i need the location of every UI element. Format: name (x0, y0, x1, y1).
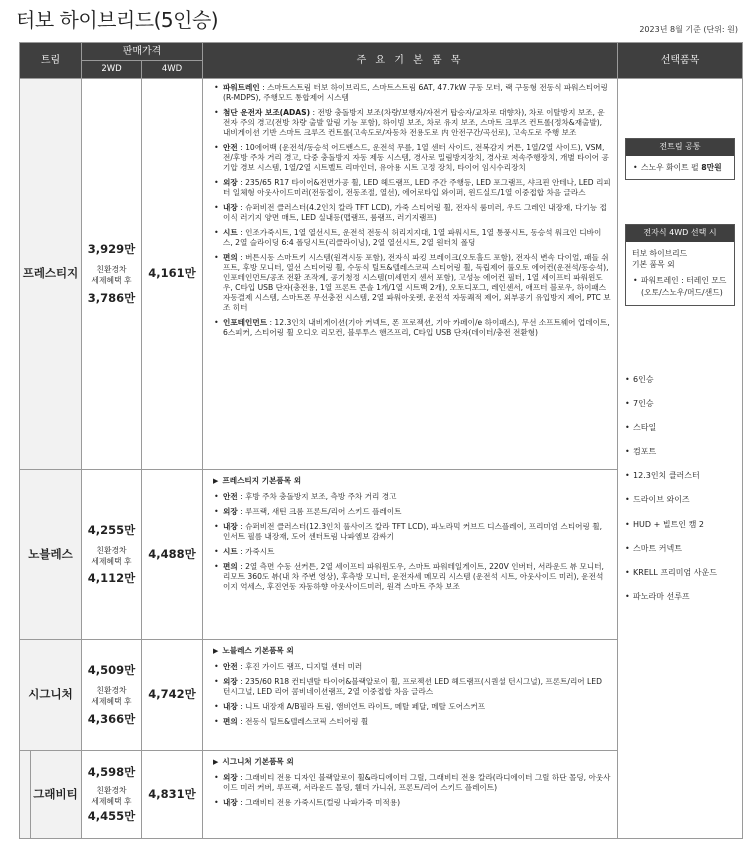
feature-text: : 인조가죽시트, 1열 열선시트, 운전석 전동식 허리지지대, 1열 파워시트, 1열 통풍시트, 동승석 워크인 디바이스, 2열 슬라이딩 6:4 폴딩시트(리클라이닝), 2열 열선시트, 2열 원터치 폴딩 (223, 228, 602, 248)
feature-item (213, 228, 611, 248)
feature-category: 내장 (223, 702, 238, 712)
feature-text: : 전동식 틸트&텔레스코픽 스티어링 휠 (237, 717, 369, 727)
trim-name: 노블레스 (20, 470, 82, 640)
trim-name: 프레스티지 (20, 79, 82, 470)
feature-item (213, 773, 611, 793)
feature-item (213, 507, 611, 517)
feature-item (213, 253, 611, 313)
feature-item (213, 702, 611, 712)
feature-item (213, 318, 611, 338)
feature-category: 외장 (223, 178, 238, 188)
feature-category: 시트 (223, 547, 238, 557)
price-2wd-after-tax: 4,366만 (87, 711, 136, 726)
price-4wd-cell (142, 79, 203, 470)
feature-category: 안전 (223, 143, 238, 153)
feature-item (213, 798, 611, 808)
feature-category: 안전 (223, 492, 238, 502)
feature-category: 편의 (223, 253, 238, 263)
feature-item (213, 143, 611, 173)
options-column (618, 79, 743, 839)
price-table (19, 42, 743, 839)
eco-note-line1: 친환경차 (96, 545, 127, 555)
option-box-common-title: 전트림 공통 (626, 139, 734, 156)
eco-note-line2: 세제혜택 후 (91, 697, 132, 706)
price-2wd-cell (82, 751, 142, 839)
option-item: • 스타일 (624, 423, 742, 447)
feature-text: : 후진 가이드 램프, 디지털 센터 미러 (237, 662, 363, 672)
feature-text: : 슈퍼비전 클러스터(12.3인치 풀사이즈 칼라 TFT LCD), 파노라믹 커브드 디스플레이, 프리미엄 스티어링 휠, 인서트 필름 내장재, 도어 센터트림 나파엠보 감싸기 (223, 522, 603, 542)
trim-name-text: 그래비티 (33, 786, 78, 801)
eco-note-line1: 친환경차 (96, 265, 127, 275)
feature-category: 시트 (223, 228, 238, 238)
option-4wd-line1: 터보 하이브리드 (632, 248, 688, 258)
feature-item (213, 717, 611, 727)
feature-text: : 그래비티 전용 디자인 블랙알로이 휠&라디에이터 그릴, 그래비티 전용 칼라(라디에이터 그릴 하단 몰딩, 아웃사이드 미러 커버, 루프랙, 서라운드 몰딩, 휀더 가니쉬, 프론트/리어 스키드 플레이트) (223, 773, 611, 793)
features-cell (203, 640, 618, 751)
feature-list (213, 773, 611, 808)
eco-note (82, 786, 141, 807)
feature-item (213, 662, 611, 672)
feature-category: 첨단 운전자 보조(ADAS) (223, 108, 311, 118)
feature-list (213, 662, 611, 727)
price-4wd-cell (142, 470, 203, 640)
price-2wd-after-tax: 4,455만 (87, 809, 136, 824)
price-2wd: 3,929만 (87, 242, 136, 257)
feature-item (213, 562, 611, 592)
feature-item (213, 108, 611, 138)
option-box-4wd-title: 전자식 4WD 선택 시 (626, 225, 734, 242)
price-2wd: 4,509만 (87, 663, 136, 678)
price-2wd-after-tax: 4,112만 (87, 571, 136, 586)
price-2wd-cell (82, 640, 142, 751)
feature-text: : 니트 내장재 A/B필라 트림, 앰비언트 라이트, 메탈 페달, 메탈 도어스커프 (237, 702, 486, 712)
price-4wd-cell (142, 640, 203, 751)
price-4wd: 4,831만 (148, 786, 196, 801)
feature-category: 외장 (223, 507, 238, 517)
feature-item (213, 203, 611, 223)
eco-note-line2: 세제혜택 후 (91, 556, 132, 566)
eco-note-line1: 친환경차 (96, 686, 127, 696)
header-options: 선택품목 (618, 43, 743, 79)
feature-category: 내장 (223, 203, 238, 213)
header-main-features: 주 요 기 본 품 목 (203, 43, 618, 79)
eco-note-line2: 세제혜택 후 (91, 276, 132, 285)
price-4wd: 4,488만 (148, 546, 196, 561)
feature-text: : 가죽시트 (237, 547, 275, 557)
header-2wd: 2WD (82, 61, 142, 79)
feature-category: 파워트레인 (223, 83, 260, 92)
feature-item (213, 522, 611, 542)
feature-category: 내장 (223, 522, 238, 532)
feature-category: 편의 (223, 717, 238, 727)
price-2wd: 4,255만 (87, 522, 136, 537)
feature-text: : 전방 충돌방지 보조(차량/보행자/자전거 탑승자/교차로 대향차), 차로 이탈방지 보조, 운전자 주의 경고(전방 차량 출발 알림 기능 포함), 하이빔 보조, 차로 유지 보조, 스마트 크루즈 컨트롤(정차&재출발), 내비게이션 기반 스마트 크루즈 컨트롤(고속도로/자동차 전용도로 内 안전구간/곡선로), 고속도로 주행 보조 (223, 108, 605, 138)
option-item: • 컴포트 (624, 447, 742, 471)
eco-note (82, 265, 141, 286)
trim-name: 시그니처 (20, 640, 82, 751)
feature-item (213, 547, 611, 557)
feature-text: : 그래비티 전용 가죽시트(컬링 나파가죽 미적용) (237, 798, 401, 808)
eco-note (82, 686, 141, 707)
price-2wd: 4,598만 (87, 764, 136, 779)
option-item: • 스마트 커넥트 (624, 544, 742, 568)
feature-list (213, 83, 611, 338)
base-features-line: ▶ 프레스티지 기본품목 외 (213, 476, 611, 486)
option-item: • 6인승 (624, 375, 742, 399)
feature-text: : 후방 주차 충돌방지 보조, 측방 주차 거리 경고 (237, 492, 397, 502)
option-box-4wd (625, 224, 735, 305)
option-4wd-item: • 파워트레인 : 터레인 모드 (오토/스노우/머드/샌드) (632, 275, 728, 298)
option-4wd-line2: 기본 품목 외 (632, 260, 675, 270)
features-cell (203, 470, 618, 640)
option-item: • 12.3인치 클러스터 (624, 471, 742, 495)
price-4wd-cell (142, 751, 203, 839)
basis-note: 2023년 8월 기준 (단위: 원) (639, 25, 738, 34)
features-cell (203, 751, 618, 839)
option-box-common (625, 138, 735, 180)
feature-text: : 슈퍼비전 클러스터(4.2인치 칼라 TFT LCD), 가죽 스티어링 휠, 전자식 룸미러, 우드 그레인 내장재, 다기능 접이식 러기지 양면 매트, LED 실내등(맵램프, 룸램프, 러기지램프) (223, 203, 607, 223)
feature-item (213, 178, 611, 198)
feature-category: 안전 (223, 662, 238, 672)
feature-text: : 235/60 R18 컨티넨탈 타이어&블랙알로이 휠, 프로젝션 LED 헤드램프(시퀀셜 턴시그널), 프론트/리어 LED 턴시그널, LED 리어 콤비네이션램프, 2열 이중접합 차음 글라스 (223, 677, 602, 697)
feature-item (213, 677, 611, 697)
feature-list (213, 492, 611, 592)
feature-category: 인포테인먼트 (223, 318, 268, 328)
header-price: 판매가격 (82, 43, 203, 61)
header-4wd: 4WD (142, 61, 203, 79)
option-item: • 파노라마 선루프 (624, 592, 742, 616)
page-title: 터보 하이브리드(5인승) (16, 8, 219, 32)
eco-note (82, 546, 141, 567)
base-features-line: ▶ 시그니처 기본품목 외 (213, 757, 611, 767)
feature-text: : 스마트스트림 터보 하이브리드, 스마트스트림 6AT, 47.7kW 구동 모터, 랙 구동형 전동식 파워스티어링(R-MDPS), 주행모드 통합제어 시스템 (223, 83, 608, 103)
eco-note-line2: 세제혜택 후 (91, 796, 132, 806)
price-2wd-after-tax: 3,786만 (87, 290, 136, 305)
feature-text: : 버튼시동 스마트키 시스템(원격시동 포함), 전자식 파킹 브레이크(오토홀드 포함), 전자식 변속 다이얼, 패들 쉬프트, 후방 모니터, 열선 스티어링 휠, 수동식 틸트&텔레스코픽 스티어링 휠, 독립제어 풀오토 에어컨(운전석/동승석), 인포테인먼트/공조 전환 조작계, 공기청정 시스템(미세먼지 센서 포함), 고성능 에어컨 필터, 1열 세이프티 파워윈도우, C타입 USB 단자(충전용, 1열 프론트 콘솔 1개/1열 시트백 2개), 오토디포그, 레인센서, 애프터 블로우, 하이패스 자동결제 시스템, 스마트폰 무선충전 시스템, 2열 파워아웃렛, 운전석 자동쾌적 제어, 외부공기 유입방지 제어, PTC 보조 히터 (223, 253, 611, 313)
feature-text: : 2열 측면 수동 선커튼, 2열 세이프티 파워윈도우, 스마트 파워테일게이트, 220V 인버터, 서라운드 뷰 모니터, 리모트 360도 뷰(내 차 주변 영상), 후측방 모니터, 운전자세 메모리 시스템 (운전석 시트, 아웃사이드 미러), 운전석 이지 억세스, 후진연동 자동하향 아웃사이드미러, 원격 스마트 주차 보조 (223, 562, 604, 592)
option-list (618, 375, 742, 617)
feature-category: 외장 (223, 773, 238, 783)
feature-item (213, 492, 611, 502)
option-box-4wd-body (626, 242, 734, 305)
feature-text: : 루프랙, 새틴 크롬 프론트/리어 스키드 플레이트 (237, 507, 402, 517)
feature-text: : 235/65 R17 타이어&전면가공 휠, LED 헤드램프, LED 주간 주행등, LED 포그램프, 샤크핀 안테나, LED 리피터 일체형 아웃사이드미러(전동접이, 전동조절, 열선), 에어로타입 와이퍼, 윈드실드/1열 이중접합 차음 글라스 (223, 178, 611, 198)
price-4wd: 4,742만 (148, 687, 196, 702)
option-common-item: • 스노우 화이트 펄 8만원 (632, 162, 728, 174)
feature-text: : 10에어백 (운전석/동승석 어드밴스드, 운전석 무릎, 1열 센터 사이드, 전복감지 커튼, 1열/2열 사이드), VSM, 전/후방 주차 거리 경고, 다중 충돌방지 자동 제동 시스템, 경사로 밀림방지장치, 경사로 저속주행장치, 개별 타이어 공기압 경보 시스템, 1열/2열 시트벨트 리마인더, 유아용 시트 고정 장치, 타이어 임시수리장치 (223, 143, 609, 173)
feature-category: 편의 (223, 562, 238, 572)
price-2wd-cell (82, 79, 142, 470)
price-4wd: 4,161만 (148, 266, 196, 281)
trim-name (20, 751, 82, 839)
option-item: • HUD + 빌트인 캠 2 (624, 520, 742, 544)
feature-item (213, 83, 611, 103)
option-item: • KRELL 프리미엄 사운드 (624, 568, 742, 592)
base-features-line: ▶ 노블레스 기본품목 외 (213, 646, 611, 656)
option-box-common-body (626, 156, 734, 180)
option-item: • 드라이브 와이즈 (624, 495, 742, 519)
trim-row-prestige (20, 79, 743, 470)
feature-category: 외장 (223, 677, 238, 687)
price-2wd-cell (82, 470, 142, 640)
features-cell (203, 79, 618, 470)
feature-category: 내장 (223, 798, 238, 808)
option-item: • 7인승 (624, 399, 742, 423)
header-trim: 트림 (20, 43, 82, 79)
feature-text: : 12.3인치 내비게이션(기아 커넥트, 폰 프로젝션, 기아 카페이/e 하이패스), 무선 소프트웨어 업데이트, 6스피커, 스티어링 휠 오디오 리모컨, 블루투스 핸즈프리, C타입 USB 단자(데이터/충전 전환형) (223, 318, 610, 338)
eco-note-line1: 친환경차 (96, 785, 127, 795)
